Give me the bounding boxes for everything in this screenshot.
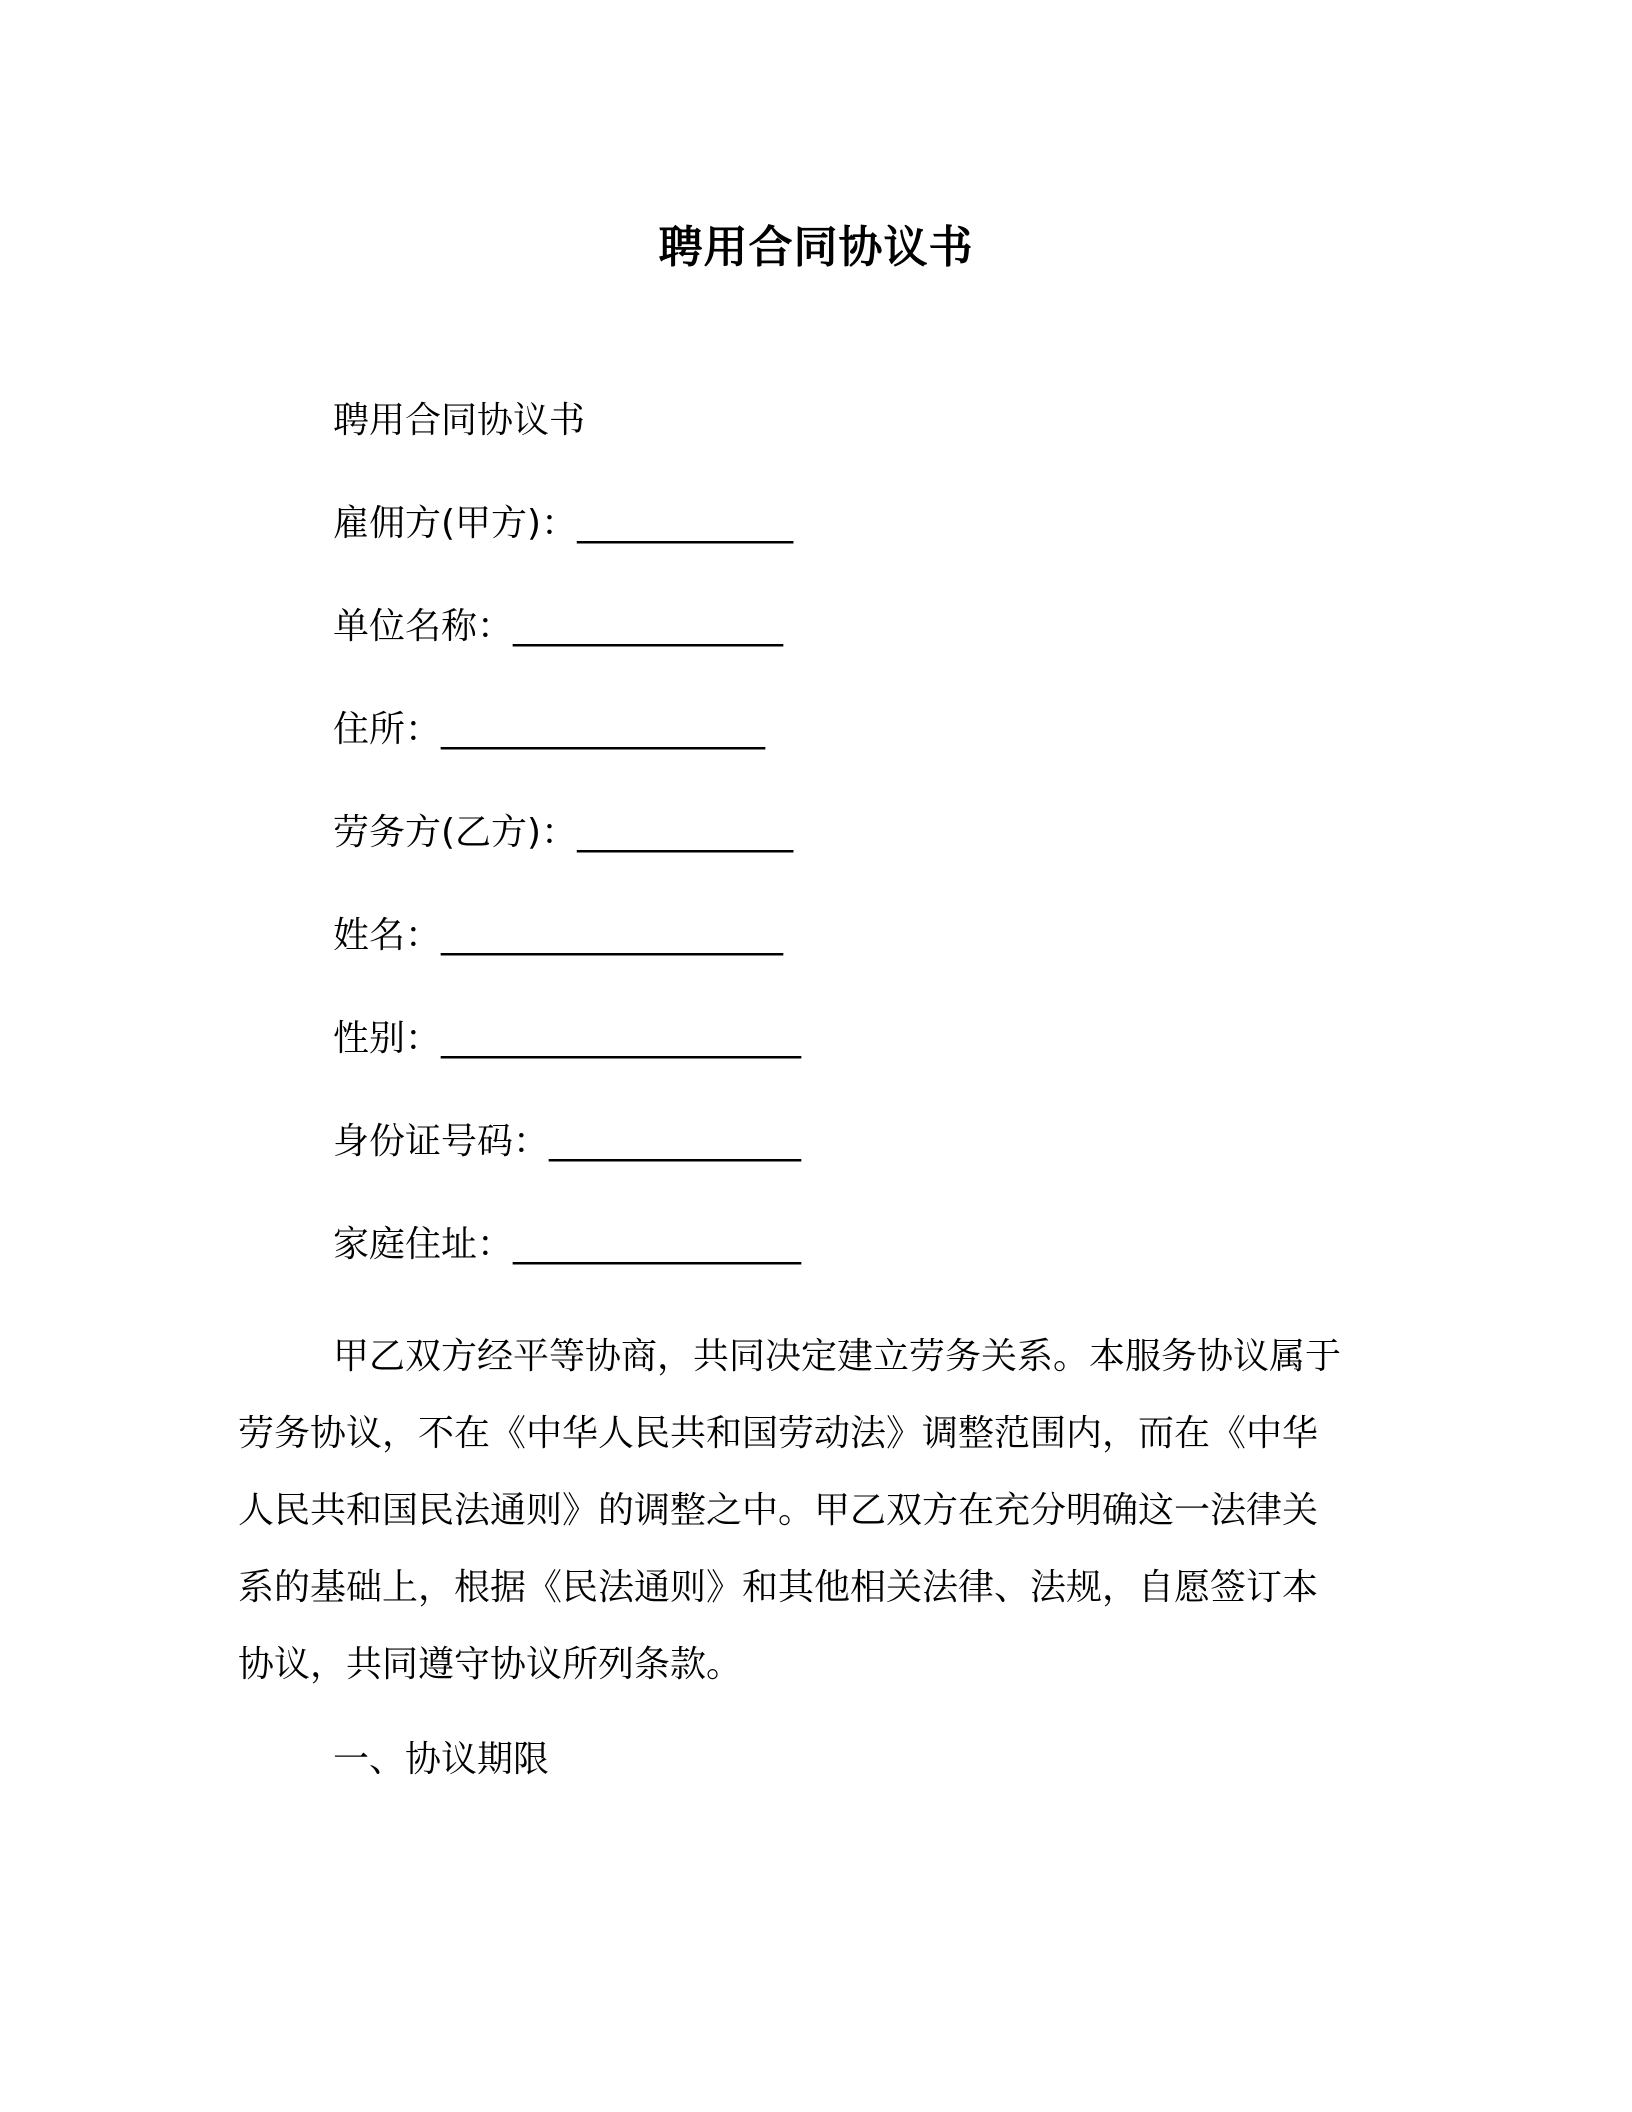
field-label: 劳务方(乙方)：: [333, 812, 578, 853]
field-blank: __________________: [441, 709, 766, 750]
field-blank: ____________: [577, 503, 794, 544]
field-name: [333, 911, 783, 961]
field-label: 身份证号码：: [333, 1121, 550, 1162]
section-heading: [333, 1735, 549, 1785]
section-heading-text: 一、协议期限: [333, 1739, 550, 1780]
field-label: 雇佣方(甲方)：: [333, 503, 578, 544]
document-title: 聘用合同协议书: [658, 222, 974, 273]
field-laborer: [333, 808, 793, 858]
field-label: 姓名：: [333, 915, 442, 956]
field-blank: _______________: [513, 606, 784, 647]
field-address: [333, 705, 765, 755]
field-gender: [333, 1014, 801, 1064]
field-employer: [333, 499, 793, 549]
field-label: 单位名称：: [333, 606, 514, 647]
paragraph-line: 人民共和国民法通则》的调整之中。甲乙双方在充分明确这一法律关: [238, 1490, 1319, 1531]
subtitle-line: [333, 396, 585, 446]
paragraph-line: 甲乙双方经平等协商，共同决定建立劳务关系。本服务协议属于: [333, 1336, 1342, 1377]
field-home-address: [333, 1220, 801, 1270]
paragraph-line: 系的基础上，根据《民法通则》和其他相关法律、法规，自愿签订本: [238, 1567, 1319, 1608]
field-label: 聘用合同协议书: [333, 400, 586, 441]
field-company-name: [333, 602, 783, 652]
agreement-paragraph: [238, 1318, 1373, 1703]
field-label: 住所：: [333, 709, 442, 750]
field-label: 家庭住址：: [333, 1224, 514, 1265]
paragraph-line: 劳务协议，不在《中华人民共和国劳动法》调整范围内，而在《中华: [238, 1413, 1319, 1454]
field-label: 性别：: [333, 1018, 442, 1059]
field-blank: ____________________: [441, 1018, 802, 1059]
paragraph-line: 协议，共同遵守协议所列条款。: [238, 1644, 743, 1685]
field-id-number: [333, 1117, 801, 1167]
field-blank: ________________: [513, 1224, 802, 1265]
field-blank: ___________________: [441, 915, 784, 956]
field-blank: ____________: [577, 812, 794, 853]
field-blank: ______________: [549, 1121, 802, 1162]
